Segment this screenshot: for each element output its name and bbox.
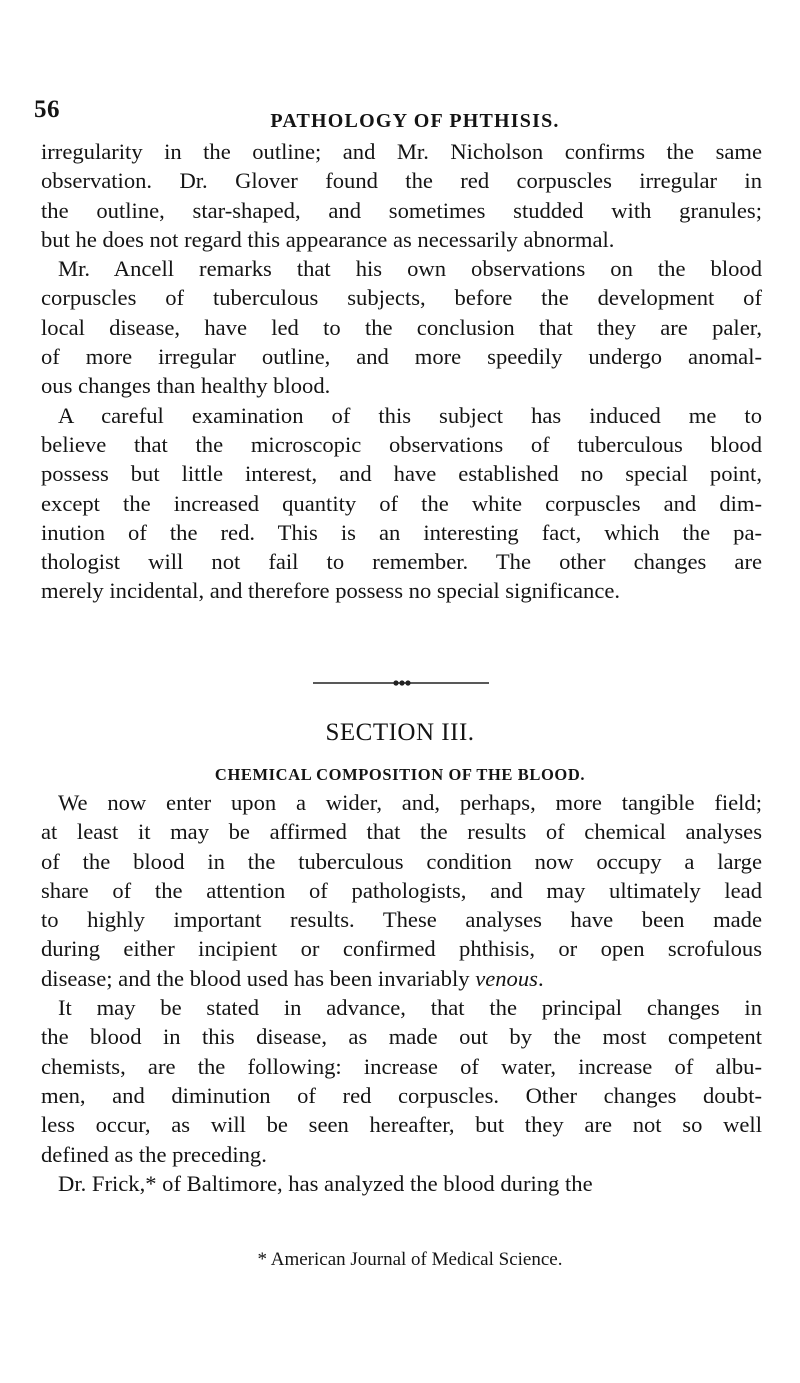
text-line: chemists, are the following: increase of water, increase of albu- [41,1053,762,1079]
text-line: possess but little interest, and have established no special point, [41,461,762,487]
text-line: at least it may be affirmed that the results of chemical analyses [41,819,762,845]
text-line: during either incipient or confirmed phthisis, or open scrofulous [41,936,762,962]
section-subtitle: CHEMICAL COMPOSITION OF THE BLOOD. [214,765,586,784]
text-line: thologist will not fail to remember. The other changes are [41,549,762,575]
text-line: of the blood in the tuberculous condition now occupy a large [41,848,762,874]
paragraph [41,1169,762,1198]
text-line: observation. Dr. Glover found the red corpuscles irregular in [41,168,762,194]
running-head: PATHOLOGY OF PHTHISIS. [270,110,560,132]
text-line: defined as the preceding. [41,1141,267,1167]
paragraph [41,993,762,1169]
text-line: less occur, as will be seen hereafter, but they are not so well [41,1112,762,1138]
text-line: disease; and the blood used has been invariably venous. [41,965,544,991]
body-text-top [41,137,762,606]
text-line: men, and diminution of red corpuscles. Other changes doubt- [41,1082,762,1108]
paragraph [41,401,762,606]
paragraph [41,137,762,254]
text-line: ous changes than healthy blood. [41,373,331,399]
text-line: A careful examination of this subject has induced me to [58,402,762,428]
section-divider-ornament [313,678,489,688]
text-line: We now enter upon a wider, and, perhaps, more tangible field; [58,790,762,815]
text-line: corpuscles of tuberculous subjects, before the development of [41,285,762,311]
text-line: Dr. Frick,* of Baltimore, has analyzed the blood during the [58,1170,593,1196]
paragraph [41,254,762,400]
section-title: SECTION III. [325,719,475,746]
footnote: * American Journal of Medical Science. [257,1249,563,1270]
text-line: irregularity in the outline; and Mr. Nicholson confirms the same [41,139,762,164]
text-line: of more irregular outline, and more speedily undergo anomal- [41,344,762,370]
text-line: Mr. Ancell remarks that his own observations on the blood [58,256,762,282]
text-line: merely incidental, and therefore possess no special significance. [41,578,621,604]
text-line: local disease, have led to the conclusion that they are paler, [41,314,762,340]
paragraph [41,788,762,993]
text-line: It may be stated in advance, that the principal changes in [58,995,762,1021]
page-number: 56 [34,96,60,123]
body-text-bottom [41,788,762,1198]
text-line: believe that the microscopic observations of tuberculous blood [41,431,762,457]
text-line: the outline, star-shaped, and sometimes studded with granules; [41,197,762,223]
text-line: the blood in this disease, as made out by the most competent [41,1024,762,1050]
text-line: share of the attention of pathologists, and may ultimately lead [41,877,762,903]
text-line: but he does not regard this appearance as necessarily abnormal. [41,226,615,252]
text-line: inution of the red. This is an interesting fact, which the pa- [41,519,762,545]
text-line: to highly important results. These analyses have been made [41,907,762,933]
text-line: except the increased quantity of the white corpuscles and dim- [41,490,762,516]
